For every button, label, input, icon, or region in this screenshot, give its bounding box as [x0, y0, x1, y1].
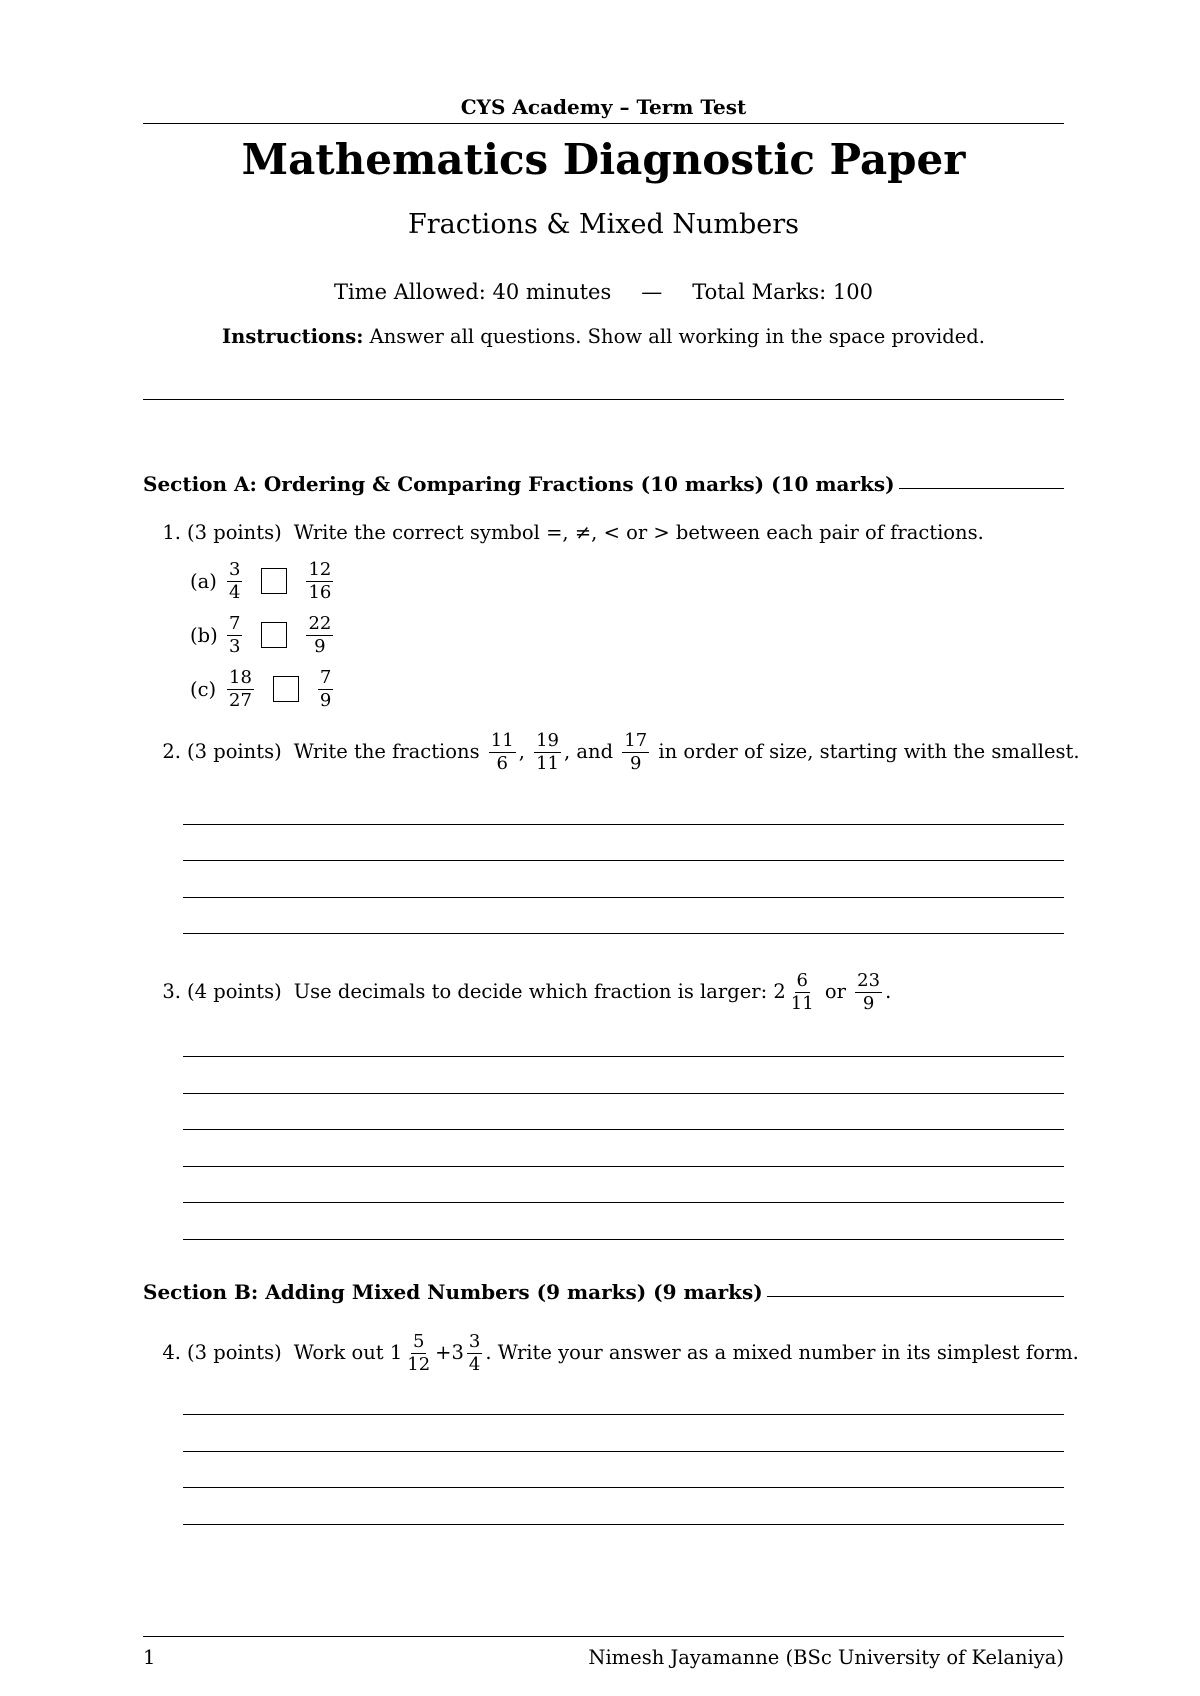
answer-line[interactable]: [183, 1166, 1064, 1167]
section-a-title: Section A: Ordering & Comparing Fractions (10 marks) (10 marks): [143, 472, 895, 496]
denominator: 4: [468, 1354, 481, 1375]
question-1: [143, 519, 1083, 547]
answer-line[interactable]: [183, 1487, 1064, 1488]
question-text: Use decimals to decide which fraction is larger:: [293, 980, 768, 1003]
question-1-part-b: [190, 608, 336, 662]
question-points: (4 points): [187, 980, 282, 1003]
denominator: 6: [496, 753, 508, 774]
answer-line[interactable]: [183, 933, 1064, 934]
answer-line[interactable]: [183, 1414, 1064, 1415]
right-fraction: [306, 559, 333, 604]
question-text: Work out: [293, 1341, 384, 1364]
fraction: [622, 730, 649, 775]
fraction: [789, 970, 816, 1015]
denominator: 11: [790, 993, 814, 1014]
answer-line[interactable]: [183, 897, 1064, 898]
denominator: 9: [630, 753, 642, 774]
denominator: 4: [229, 581, 241, 603]
fraction: [467, 1331, 482, 1376]
footer-rule: [143, 1636, 1064, 1637]
denominator: 16: [308, 581, 332, 603]
numerator: 12: [308, 558, 332, 580]
answer-line[interactable]: [183, 1451, 1064, 1452]
answer-line[interactable]: [183, 860, 1064, 861]
question-number: 4.: [162, 1341, 181, 1364]
numerator: 7: [319, 666, 332, 688]
question-points: (3 points): [187, 1341, 282, 1364]
section-b-title: Section B: Adding Mixed Numbers (9 marks) (9 marks): [143, 1280, 763, 1304]
denominator: 3: [229, 635, 241, 657]
question-text-end: in order of size, starting with the smallest.: [658, 740, 1080, 763]
symbol-answer-box[interactable]: [273, 676, 299, 702]
total-marks: Total Marks: 100: [692, 280, 874, 304]
numerator: 6: [796, 970, 808, 991]
answer-line[interactable]: [183, 824, 1064, 825]
or-text: or: [824, 980, 846, 1003]
numerator: 19: [536, 730, 560, 751]
question-1-part-a: [190, 554, 336, 608]
fraction: [405, 1331, 432, 1376]
question-3: [143, 970, 1083, 1015]
fraction: [489, 730, 516, 775]
left-fraction: [227, 667, 254, 712]
question-text: Write the correct symbol =, ≠, < or > between each pair of fractions.: [293, 521, 984, 544]
left-fraction: [227, 559, 242, 604]
question-1-part-c: [190, 662, 336, 716]
question-points: (3 points): [187, 521, 282, 544]
answer-line[interactable]: [183, 1129, 1064, 1130]
section-a-rule: [899, 488, 1064, 489]
denominator: 9: [314, 635, 326, 657]
fraction: [855, 970, 882, 1015]
fraction: [534, 730, 561, 775]
question-text-end: . Write your answer as a mixed number in its simplest form.: [485, 1341, 1079, 1364]
question-number: 3.: [162, 980, 181, 1003]
denominator: 9: [862, 993, 875, 1014]
section-b-heading: [143, 1274, 1064, 1304]
numerator: 3: [229, 558, 241, 580]
denominator: 9: [319, 689, 332, 711]
symbol-answer-box[interactable]: [261, 622, 287, 648]
left-fraction: [227, 613, 242, 658]
numerator: 7: [229, 612, 241, 634]
answer-line[interactable]: [183, 1093, 1064, 1094]
numerator: 17: [624, 730, 648, 751]
answer-line[interactable]: [183, 1524, 1064, 1525]
period: .: [885, 980, 892, 1003]
question-text: Write the fractions: [293, 740, 480, 763]
instructions-label: Instructions:: [222, 325, 364, 348]
numerator: 23: [857, 970, 881, 991]
section-b-rule: [767, 1296, 1064, 1297]
author-credit: Nimesh Jayamanne (BSc University of Kelaniya): [588, 1646, 1064, 1669]
comma: ,: [518, 740, 525, 763]
section-a-heading: [143, 466, 1064, 496]
right-fraction: [306, 613, 333, 658]
exam-meta: [143, 278, 1064, 306]
question-points: (3 points): [187, 740, 282, 763]
mixed-whole: 2: [773, 980, 786, 1003]
conjunction: , and: [564, 740, 614, 763]
denominator: 11: [536, 753, 560, 774]
denominator: 27: [229, 689, 252, 711]
right-fraction: [318, 667, 333, 712]
title-divider: [143, 399, 1064, 400]
paper-subtitle: Fractions & Mixed Numbers: [407, 209, 800, 240]
page-number: 1: [143, 1646, 156, 1669]
question-number: 1.: [162, 521, 181, 544]
question-4: [143, 1331, 1083, 1376]
mixed-whole: 1: [389, 1341, 403, 1364]
numerator: 11: [490, 730, 514, 751]
numerator: 5: [412, 1331, 425, 1352]
numerator: 18: [229, 666, 252, 688]
plus-sign: +: [435, 1341, 452, 1364]
answer-line[interactable]: [183, 1239, 1064, 1240]
mixed-whole: 3: [451, 1341, 464, 1364]
header-rule: [143, 123, 1064, 124]
running-header: CYS Academy – Term Test: [460, 95, 747, 119]
paper-title: Mathematics Diagnostic Paper: [241, 135, 966, 184]
time-allowed: Time Allowed: 40 minutes: [333, 280, 612, 304]
denominator: 12: [407, 1354, 431, 1375]
symbol-answer-box[interactable]: [261, 568, 287, 594]
answer-line[interactable]: [183, 1056, 1064, 1057]
part-label: (c): [190, 677, 217, 701]
instructions: [143, 323, 1064, 351]
answer-line[interactable]: [183, 1202, 1064, 1203]
numerator: 22: [308, 612, 332, 634]
numerator: 3: [468, 1331, 481, 1352]
question-2: [143, 730, 1083, 775]
meta-separator: —: [641, 280, 663, 304]
part-label: (a): [190, 569, 217, 593]
instructions-text: Answer all questions. Show all working in the space provided.: [369, 325, 985, 348]
question-number: 2.: [162, 740, 181, 763]
part-label: (b): [190, 623, 218, 647]
